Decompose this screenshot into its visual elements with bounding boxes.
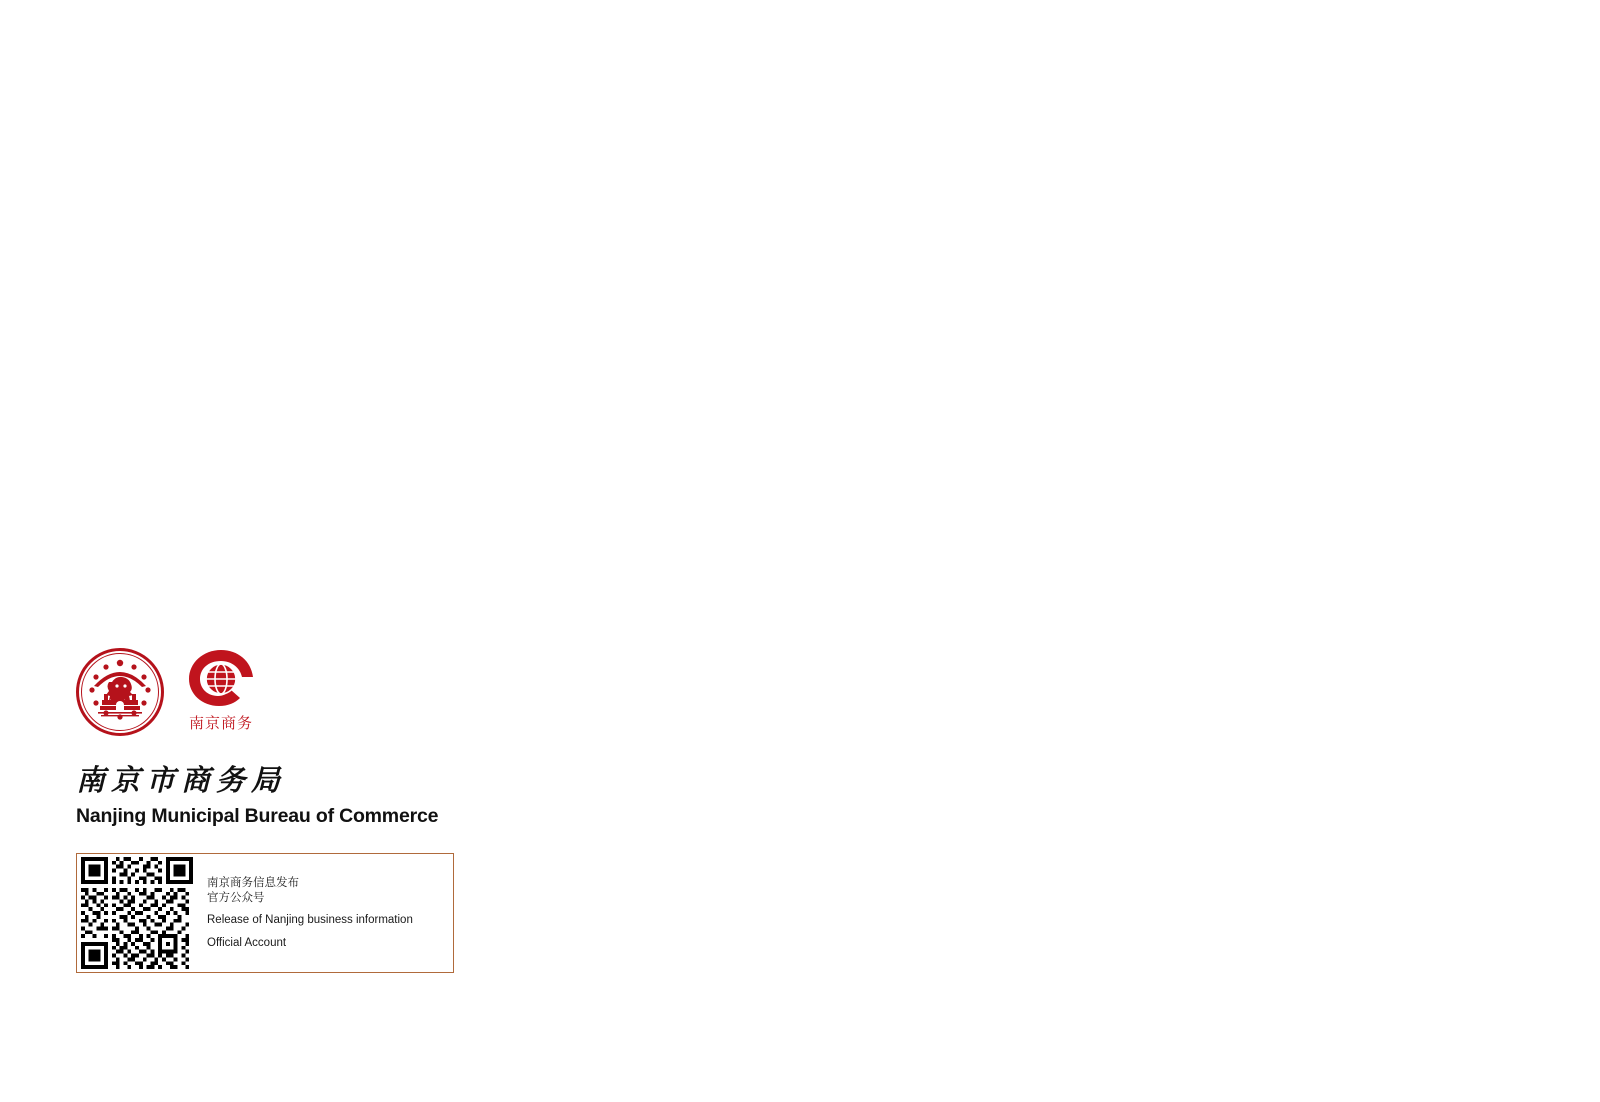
qr-caption-en-line2: Official Account: [207, 937, 287, 950]
department-name-en: Nanjing Municipal Bureau of Commerce: [76, 805, 439, 827]
qr-caption: [207, 875, 413, 952]
qr-caption-en-line1: Release of Nanjing business information: [207, 914, 413, 926]
emblem-pattern: [84, 656, 156, 728]
brand-block: [76, 648, 676, 827]
qr-code-icon: [81, 857, 193, 969]
logo-row: [76, 648, 676, 740]
qr-card: [76, 853, 454, 973]
qr-caption-cn-line2: 官方公众号: [207, 889, 265, 904]
qr-caption-cn-line1: 南京商务信息发布: [207, 874, 299, 889]
globe-swoosh-icon: [185, 648, 257, 710]
nanjing-commerce-logo: [182, 648, 260, 733]
nanjing-municipal-emblem-icon: [76, 648, 164, 736]
department-name-cn: 南京市商务局: [76, 763, 287, 797]
logo-caption: 南京商务: [188, 714, 253, 732]
